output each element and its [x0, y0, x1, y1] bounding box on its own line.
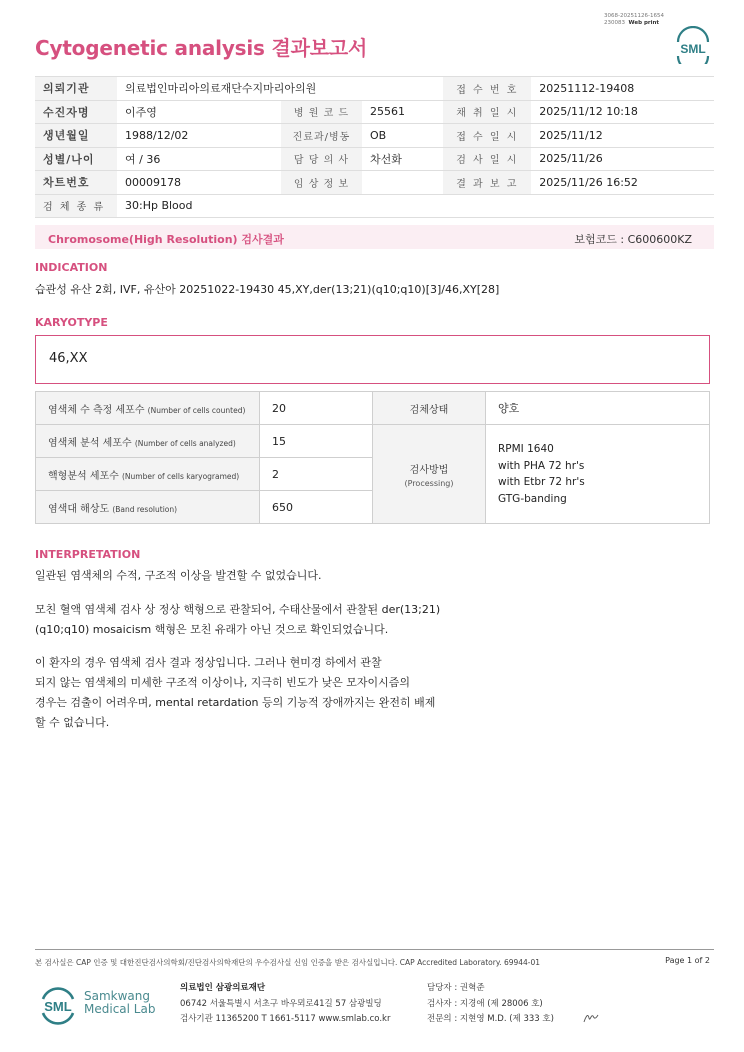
clinical-label: 임 상 정 보 [281, 171, 362, 195]
report-label: 결 과 보 고 [443, 171, 531, 195]
organization-info [180, 981, 390, 1028]
chart-label: 차트번호 [35, 171, 117, 195]
result-section-header [35, 225, 714, 249]
cell-analysis-table [35, 391, 710, 524]
web-print-label: Web print [628, 20, 660, 26]
paragraph-line: 되지 않는 염색체의 미세한 구조적 이상이나, 지극히 빈도가 낮은 모자이시즘의 [35, 676, 410, 689]
interpretation-paragraph-1: 일관된 염색체의 수적, 구조적 이상을 발견할 수 없었습니다. [35, 569, 322, 582]
cells-karyogramed-value: 2 [260, 458, 373, 491]
info-row [35, 171, 714, 195]
specimen-state-value: 양호 [486, 392, 710, 425]
receipt-no-value: 20251112-19408 [531, 77, 714, 101]
doctor-label: 담 당 의 사 [281, 147, 362, 171]
method-value [486, 425, 710, 524]
staff-tester: 검사자 : 지경애 (제 28006 호) [427, 998, 543, 1009]
info-row [35, 100, 714, 124]
institution-value: 의료법인마리아의료재단수지마리아의원 [117, 77, 443, 101]
staff-in-charge: 담당자 : 권혁준 [427, 983, 485, 993]
specimen-state-label: 검체상태 [373, 392, 486, 425]
karyotype-value: 46,XX [49, 351, 88, 366]
dob-label: 생년월일 [35, 124, 117, 148]
document-id-line1: 3068-20251126-1654 [604, 13, 664, 19]
paragraph-line: 모친 혈액 염색체 검사 상 정상 핵형으로 관찰되어, 수태산물에서 관찰된 der(13;21) [35, 603, 441, 616]
test-date-label: 검 사 일 시 [443, 147, 531, 171]
method-line: with Etbr 72 hr's [498, 476, 585, 488]
document-id-number: 230083 [604, 20, 625, 26]
doctor-value: 차선화 [362, 147, 443, 171]
chart-value: 00009178 [117, 171, 281, 195]
patient-label: 수진자명 [35, 100, 117, 124]
cell-row [36, 392, 710, 425]
indication-text: 습관성 유산 2회, IVF, 유산아 20251022-19430 45,XY,der(13;21)(q10;q10)[3]/46,XY[28] [35, 283, 500, 296]
receipt-no-label: 접 수 번 호 [443, 77, 531, 101]
receipt-date-label: 접 수 일 시 [443, 124, 531, 148]
band-resolution-label: 염색대 해상도 (Band resolution) [36, 491, 260, 524]
method-line: with PHA 72 hr's [498, 459, 585, 472]
info-row [35, 77, 714, 101]
info-row [35, 194, 714, 218]
brand-name [84, 990, 155, 1016]
method-label: 검사방법 (Processing) [373, 425, 486, 524]
institution-label: 의뢰기관 [35, 77, 117, 101]
patient-value: 이주영 [117, 100, 281, 124]
receipt-date-value: 2025/11/12 [531, 124, 714, 148]
specimen-label: 검 체 종 류 [35, 194, 117, 218]
test-date-value: 2025/11/26 [531, 147, 714, 171]
organization-name: 의료법인 삼광의료재단 [180, 983, 266, 993]
dept-label: 진료과/병동 [281, 124, 362, 148]
collect-label: 채 취 일 시 [443, 100, 531, 124]
paragraph-line: (q10;q10) mosaicism 핵형은 모친 유래가 아닌 것으로 확인되었습니다. [35, 623, 389, 636]
organization-contact: 검사기관 11365200 T 1661-5117 www.smlab.co.kr [180, 1014, 391, 1024]
hospital-code-value: 25561 [362, 100, 443, 124]
sml-logo-text: SML [680, 42, 706, 56]
cells-analyzed-label: 염색체 분석 세포수 (Number of cells analyzed) [36, 425, 260, 458]
sex-age-value: 여 / 36 [117, 147, 281, 171]
paragraph-line: 할 수 없습니다. [35, 716, 110, 729]
cell-row [36, 425, 710, 458]
interpretation-heading: INTERPRETATION [35, 548, 141, 561]
report-title: Cytogenetic analysis 결과보고서 [35, 36, 368, 60]
interpretation-paragraph-3 [35, 653, 435, 733]
staff-info [427, 981, 554, 1028]
organization-address: 06742 서울특별시 서초구 바우뫼로41길 57 삼광빌딩 [180, 998, 382, 1009]
sml-footer-logo-text: SML [44, 999, 72, 1014]
clinical-value [362, 171, 443, 195]
accreditation-note: 본 검사실은 CAP 인증 및 대한진단검사의학회/진단검사의학재단의 우수검사실 신임 인증을 받은 검사실입니다. CAP Accredited Laboratory. 69944-01 [35, 958, 541, 967]
interpretation-paragraph-2 [35, 600, 440, 640]
dept-value: OB [362, 124, 443, 148]
sml-footer-logo-icon [36, 981, 80, 1025]
cells-counted-label: 염색체 수 측정 세포수 (Number of cells counted) [36, 392, 260, 425]
brand-line-1: Samkwang [84, 989, 150, 1003]
sex-age-label: 성별/나이 [35, 147, 117, 171]
hospital-code-label: 병 원 코 드 [281, 100, 362, 124]
dob-value: 1988/12/02 [117, 124, 281, 148]
indication-heading: INDICATION [35, 261, 108, 274]
insurance-code: 보험코드 : C600600KZ [574, 233, 692, 246]
staff-specialist: 전문의 : 지현영 M.D. (제 333 호) [427, 1014, 554, 1024]
info-row [35, 124, 714, 148]
band-resolution-value: 650 [260, 491, 373, 524]
info-row [35, 147, 714, 171]
patient-info-table [35, 76, 714, 218]
collect-value: 2025/11/12 10:18 [531, 100, 714, 124]
cells-counted-value: 20 [260, 392, 373, 425]
karyotype-box [35, 335, 710, 384]
cells-karyogramed-label: 핵형분석 세포수 (Number of cells karyogramed) [36, 458, 260, 491]
karyotype-heading: KARYOTYPE [35, 316, 108, 329]
sml-logo-icon [672, 26, 714, 64]
page-number: Page 1 of 2 [665, 956, 710, 965]
report-value: 2025/11/26 16:52 [531, 171, 714, 195]
section-title: Chromosome(High Resolution) 검사결과 [48, 233, 284, 246]
signature-icon [582, 1010, 600, 1024]
cells-analyzed-value: 15 [260, 425, 373, 458]
document-id [604, 13, 664, 27]
specimen-value: 30:Hp Blood [117, 194, 714, 218]
method-line: RPMI 1640 [498, 443, 554, 455]
paragraph-line: 경우는 검출이 어려우며, mental retardation 등의 기능적 장애까지는 완전히 배제 [35, 696, 436, 709]
brand-line-2: Medical Lab [84, 1002, 156, 1016]
footer-divider [35, 949, 714, 950]
method-line: GTG-banding [498, 492, 567, 505]
paragraph-line: 이 환자의 경우 염색체 검사 결과 정상입니다. 그러나 현미경 하에서 관찰 [35, 656, 382, 669]
